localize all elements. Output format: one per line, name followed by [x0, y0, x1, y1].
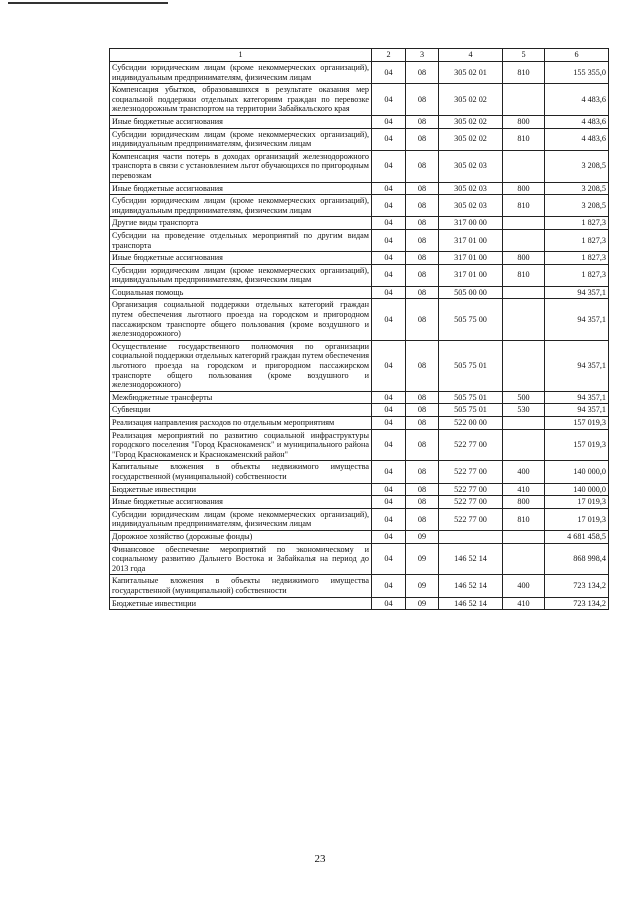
section-code-cell: 04 — [372, 84, 406, 116]
target-article-cell: 305 02 02 — [439, 84, 503, 116]
item-name-cell: Субвенции — [110, 404, 372, 417]
section-code-cell: 04 — [372, 530, 406, 543]
table-row — [110, 299, 609, 340]
table-row — [110, 128, 609, 150]
item-name-cell: Субсидии юридическим лицам (кроме некоммерческих организаций), индивидуальным предпринимателям, физическим лицам — [110, 62, 372, 84]
amount-cell: 4 681 458,5 — [545, 530, 609, 543]
section-code-cell: 04 — [372, 252, 406, 265]
subsection-code-cell: 08 — [406, 340, 439, 391]
item-name-cell: Межбюджетные трансферты — [110, 391, 372, 404]
item-name-cell: Бюджетные инвестиции — [110, 483, 372, 496]
table-row — [110, 417, 609, 430]
target-article-cell: 522 77 00 — [439, 496, 503, 509]
top-rule — [8, 2, 168, 4]
header-cell: 2 — [372, 49, 406, 62]
target-article-cell: 505 75 01 — [439, 404, 503, 417]
amount-cell: 17 019,3 — [545, 508, 609, 530]
expense-type-cell: 800 — [503, 496, 545, 509]
table-row — [110, 575, 609, 597]
expense-type-cell — [503, 217, 545, 230]
target-article-cell — [439, 530, 503, 543]
amount-cell: 94 357,1 — [545, 340, 609, 391]
subsection-code-cell: 08 — [406, 182, 439, 195]
expense-type-cell — [503, 417, 545, 430]
table-row — [110, 115, 609, 128]
subsection-code-cell: 08 — [406, 62, 439, 84]
section-code-cell: 04 — [372, 508, 406, 530]
expense-type-cell: 810 — [503, 508, 545, 530]
item-name-cell: Бюджетные инвестиции — [110, 597, 372, 610]
subsection-code-cell: 08 — [406, 461, 439, 483]
subsection-code-cell: 08 — [406, 391, 439, 404]
subsection-code-cell: 08 — [406, 508, 439, 530]
section-code-cell: 04 — [372, 195, 406, 217]
amount-cell: 157 019,3 — [545, 429, 609, 461]
target-article-cell: 522 77 00 — [439, 483, 503, 496]
target-article-cell: 505 75 01 — [439, 391, 503, 404]
table-row — [110, 264, 609, 286]
item-name-cell: Реализация направления расходов по отдельным мероприятиям — [110, 417, 372, 430]
section-code-cell: 04 — [372, 404, 406, 417]
target-article-cell: 305 02 02 — [439, 115, 503, 128]
item-name-cell: Социальная помощь — [110, 286, 372, 299]
target-article-cell: 505 75 00 — [439, 299, 503, 340]
section-code-cell: 04 — [372, 182, 406, 195]
target-article-cell: 305 02 03 — [439, 182, 503, 195]
subsection-code-cell: 08 — [406, 217, 439, 230]
item-name-cell: Иные бюджетные ассигнования — [110, 496, 372, 509]
amount-cell: 94 357,1 — [545, 299, 609, 340]
subsection-code-cell: 08 — [406, 264, 439, 286]
item-name-cell: Организация социальной поддержки отдельных категорий граждан путем обеспечения льготного проезда на городском и пригородном пассажирском транспорте общего пользования (кроме воздушного и железнодорожного) — [110, 299, 372, 340]
subsection-code-cell: 08 — [406, 229, 439, 251]
subsection-code-cell: 08 — [406, 84, 439, 116]
target-article-cell: 305 02 03 — [439, 150, 503, 182]
subsection-code-cell: 09 — [406, 597, 439, 610]
amount-cell: 1 827,3 — [545, 229, 609, 251]
target-article-cell: 146 52 14 — [439, 543, 503, 575]
expense-type-cell — [503, 286, 545, 299]
table-row — [110, 62, 609, 84]
amount-cell: 1 827,3 — [545, 264, 609, 286]
subsection-code-cell: 08 — [406, 286, 439, 299]
subsection-code-cell: 08 — [406, 429, 439, 461]
table-row — [110, 530, 609, 543]
target-article-cell: 317 00 00 — [439, 217, 503, 230]
amount-cell: 3 208,5 — [545, 182, 609, 195]
expense-type-cell: 810 — [503, 195, 545, 217]
amount-cell: 723 134,2 — [545, 597, 609, 610]
item-name-cell: Финансовое обеспечение мероприятий по экономическому и социальному развитию Дальнего Востока и Забайкалья на период до 2013 года — [110, 543, 372, 575]
amount-cell: 4 483,6 — [545, 115, 609, 128]
subsection-code-cell: 08 — [406, 195, 439, 217]
item-name-cell: Компенсация части потерь в доходах организаций железнодорожного транспорта в связи с установлением льгот обучающихся по пригородным перевозкам — [110, 150, 372, 182]
expense-type-cell — [503, 299, 545, 340]
table-row — [110, 404, 609, 417]
section-code-cell: 04 — [372, 543, 406, 575]
header-cell: 3 — [406, 49, 439, 62]
target-article-cell: 317 01 00 — [439, 264, 503, 286]
table-row — [110, 252, 609, 265]
expense-type-cell — [503, 340, 545, 391]
item-name-cell: Иные бюджетные ассигнования — [110, 252, 372, 265]
amount-cell: 157 019,3 — [545, 417, 609, 430]
item-name-cell: Иные бюджетные ассигнования — [110, 182, 372, 195]
item-name-cell: Субсидии юридическим лицам (кроме некоммерческих организаций), индивидуальным предпринимателям, физическим лицам — [110, 264, 372, 286]
table-row — [110, 217, 609, 230]
amount-cell: 723 134,2 — [545, 575, 609, 597]
target-article-cell: 305 02 03 — [439, 195, 503, 217]
table-row — [110, 150, 609, 182]
header-cell: 5 — [503, 49, 545, 62]
subsection-code-cell: 08 — [406, 404, 439, 417]
target-article-cell: 317 01 00 — [439, 252, 503, 265]
amount-cell: 3 208,5 — [545, 195, 609, 217]
subsection-code-cell: 08 — [406, 496, 439, 509]
table-row — [110, 496, 609, 509]
item-name-cell: Субсидии юридическим лицам (кроме некоммерческих организаций), индивидуальным предпринимателям, физическим лицам — [110, 195, 372, 217]
section-code-cell: 04 — [372, 264, 406, 286]
item-name-cell: Иные бюджетные ассигнования — [110, 115, 372, 128]
amount-cell: 4 483,6 — [545, 84, 609, 116]
section-code-cell: 04 — [372, 217, 406, 230]
expense-type-cell: 400 — [503, 575, 545, 597]
item-name-cell: Субсидии юридическим лицам (кроме некоммерческих организаций), индивидуальным предпринимателям, физическим лицам — [110, 128, 372, 150]
target-article-cell: 505 75 01 — [439, 340, 503, 391]
expense-type-cell: 410 — [503, 597, 545, 610]
table-row — [110, 195, 609, 217]
expense-type-cell — [503, 150, 545, 182]
header-cell: 4 — [439, 49, 503, 62]
header-cell: 6 — [545, 49, 609, 62]
expense-type-cell — [503, 543, 545, 575]
subsection-code-cell: 09 — [406, 543, 439, 575]
subsection-code-cell: 08 — [406, 128, 439, 150]
section-code-cell: 04 — [372, 461, 406, 483]
item-name-cell: Дорожное хозяйство (дорожные фонды) — [110, 530, 372, 543]
expense-type-cell — [503, 229, 545, 251]
table-row — [110, 182, 609, 195]
amount-cell: 1 827,3 — [545, 252, 609, 265]
amount-cell: 94 357,1 — [545, 391, 609, 404]
amount-cell: 868 998,4 — [545, 543, 609, 575]
amount-cell: 140 000,0 — [545, 483, 609, 496]
table-row — [110, 391, 609, 404]
expense-type-cell: 410 — [503, 483, 545, 496]
subsection-code-cell: 08 — [406, 115, 439, 128]
expense-type-cell: 800 — [503, 252, 545, 265]
amount-cell: 4 483,6 — [545, 128, 609, 150]
section-code-cell: 04 — [372, 429, 406, 461]
target-article-cell: 505 00 00 — [439, 286, 503, 299]
item-name-cell: Субсидии юридическим лицам (кроме некоммерческих организаций), индивидуальным предпринимателям, физическим лицам — [110, 508, 372, 530]
expense-type-cell: 400 — [503, 461, 545, 483]
section-code-cell: 04 — [372, 496, 406, 509]
table-row — [110, 597, 609, 610]
item-name-cell: Осуществление государственного полномочия по организации социальной поддержки отдельных категорий граждан путем обеспечения льготного проезда на городском и пригородном пассажирском транспорте общего пользования (кроме воздушного и железнодорожного) — [110, 340, 372, 391]
section-code-cell: 04 — [372, 299, 406, 340]
item-name-cell: Компенсация убытков, образовавшихся в результате оказания мер социальной поддержки отдельных категориям граждан по перевозке железнодорожным транспортом на территории Забайкальского края — [110, 84, 372, 116]
subsection-code-cell: 09 — [406, 575, 439, 597]
table-row — [110, 340, 609, 391]
table-row — [110, 508, 609, 530]
subsection-code-cell: 08 — [406, 299, 439, 340]
amount-cell: 17 019,3 — [545, 496, 609, 509]
target-article-cell: 522 00 00 — [439, 417, 503, 430]
subsection-code-cell: 08 — [406, 150, 439, 182]
target-article-cell: 146 52 14 — [439, 575, 503, 597]
section-code-cell: 04 — [372, 150, 406, 182]
expense-type-cell — [503, 530, 545, 543]
section-code-cell: 04 — [372, 391, 406, 404]
target-article-cell: 305 02 02 — [439, 128, 503, 150]
expense-type-cell: 810 — [503, 128, 545, 150]
section-code-cell: 04 — [372, 115, 406, 128]
amount-cell: 1 827,3 — [545, 217, 609, 230]
page-number: 23 — [314, 853, 326, 865]
subsection-code-cell: 09 — [406, 530, 439, 543]
section-code-cell: 04 — [372, 483, 406, 496]
subsection-code-cell: 08 — [406, 252, 439, 265]
subsection-code-cell: 08 — [406, 417, 439, 430]
expense-type-cell: 800 — [503, 182, 545, 195]
target-article-cell: 522 77 00 — [439, 429, 503, 461]
table-row — [110, 461, 609, 483]
table-row — [110, 483, 609, 496]
target-article-cell: 317 01 00 — [439, 229, 503, 251]
subsection-code-cell: 08 — [406, 483, 439, 496]
budget-table — [109, 48, 609, 610]
header-cell: 1 — [110, 49, 372, 62]
amount-cell: 94 357,1 — [545, 286, 609, 299]
table-row — [110, 286, 609, 299]
item-name-cell: Реализация мероприятий по развитию социальной инфраструктуры городского поселения "Город Краснокаменск" и муниципального района "Город Краснокаменск и Краснокаменский район" — [110, 429, 372, 461]
amount-cell: 155 355,0 — [545, 62, 609, 84]
expense-type-cell: 500 — [503, 391, 545, 404]
expense-type-cell: 810 — [503, 264, 545, 286]
amount-cell: 140 000,0 — [545, 461, 609, 483]
section-code-cell: 04 — [372, 597, 406, 610]
target-article-cell: 522 77 00 — [439, 461, 503, 483]
expense-type-cell: 530 — [503, 404, 545, 417]
target-article-cell: 305 02 01 — [439, 62, 503, 84]
section-code-cell: 04 — [372, 229, 406, 251]
expense-type-cell: 800 — [503, 115, 545, 128]
section-code-cell: 04 — [372, 128, 406, 150]
expense-type-cell: 810 — [503, 62, 545, 84]
expense-type-cell — [503, 429, 545, 461]
section-code-cell: 04 — [372, 417, 406, 430]
table-row — [110, 543, 609, 575]
item-name-cell: Другие виды транспорта — [110, 217, 372, 230]
item-name-cell: Капитальные вложения в объекты недвижимого имущества государственной (муниципальной) собственности — [110, 575, 372, 597]
section-code-cell: 04 — [372, 575, 406, 597]
amount-cell: 3 208,5 — [545, 150, 609, 182]
table-row — [110, 229, 609, 251]
item-name-cell: Капитальные вложения в объекты недвижимого имущества государственной (муниципальной) собственности — [110, 461, 372, 483]
header-row — [110, 49, 609, 62]
target-article-cell: 146 52 14 — [439, 597, 503, 610]
section-code-cell: 04 — [372, 62, 406, 84]
table-row — [110, 84, 609, 116]
expense-type-cell — [503, 84, 545, 116]
target-article-cell: 522 77 00 — [439, 508, 503, 530]
item-name-cell: Субсидии на проведение отдельных мероприятий по другим видам транспорта — [110, 229, 372, 251]
amount-cell: 94 357,1 — [545, 404, 609, 417]
section-code-cell: 04 — [372, 340, 406, 391]
section-code-cell: 04 — [372, 286, 406, 299]
table-row — [110, 429, 609, 461]
